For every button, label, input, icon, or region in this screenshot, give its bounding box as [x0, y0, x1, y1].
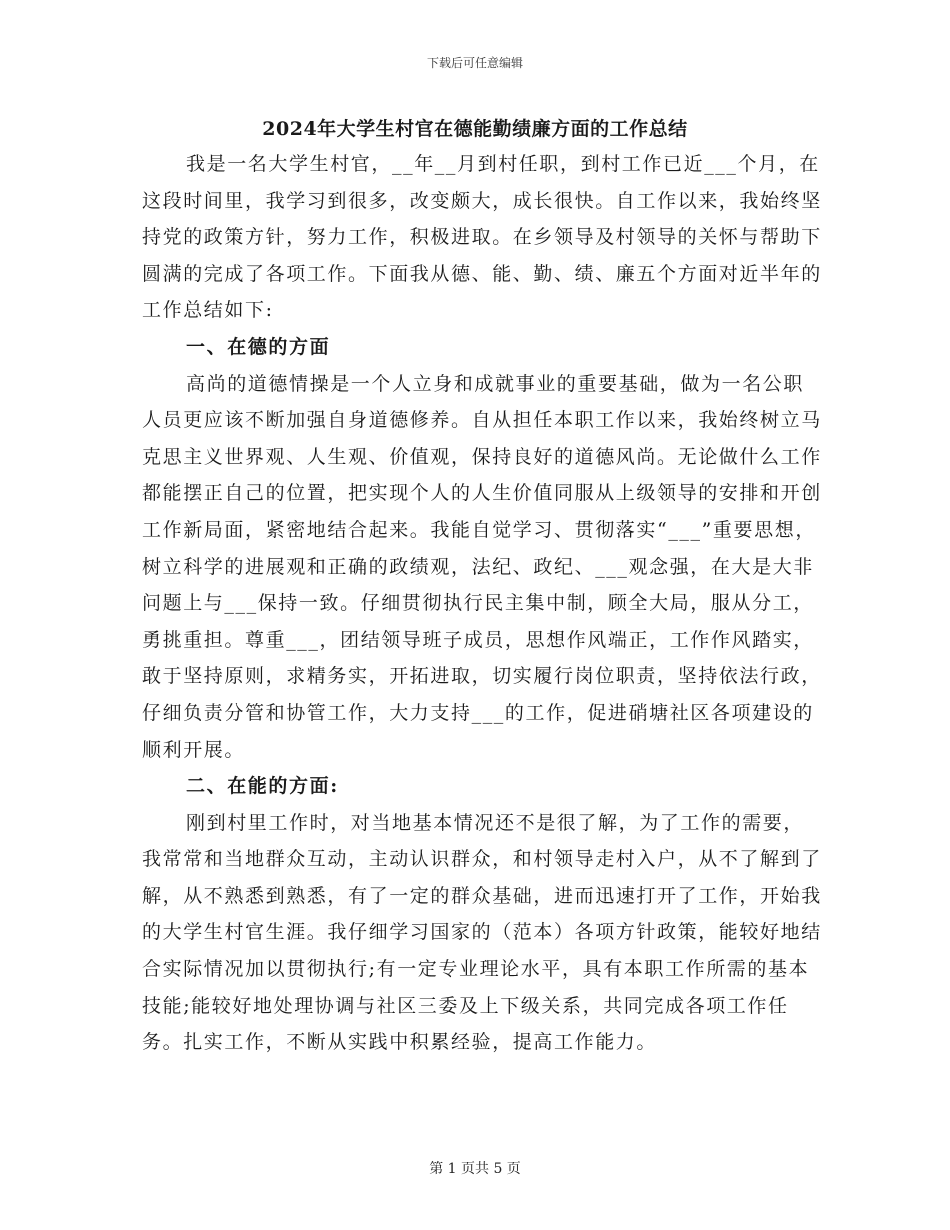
header-note: 下载后可任意编辑	[426, 56, 523, 70]
section-heading-virtue: 一、在德的方面	[186, 335, 331, 358]
section-heading-ability: 二、在能的方面:	[186, 775, 339, 798]
page-footer: 第 1 页共 5 页	[429, 1161, 521, 1177]
document-body	[142, 146, 822, 1061]
intro-paragraph: 我是一名大学生村官，__年__月到村任职，到村工作已近___个月，在这段时间里，我学习到很多，改变颇大，成长很快。自工作以来，我始终坚持党的政策方针，努力工作，积极进取。在乡领导及村领导的关怀与帮助下圆满的完成了各项工作。下面我从德、能、勤、绩、廉五个方面对近半年的工作总结如下:	[142, 153, 822, 322]
section-body-virtue: 高尚的道德情操是一个人立身和成就事业的重要基础，做为一名公职人员更应该不断加强自身道德修养。自从担任本职工作以来，我始终树立马克思主义世界观、人生观、价值观，保持良好的道德风尚。无论做什么工作都能摆正自己的位置，把实现个人的人生价值同服从上级领导的安排和开创工作新局面，紧密地结合起来。我能自觉学习、贯彻落实“___”重要思想，树立科学的进展观和正确的政绩观，法纪、政纪、___观念强，在大是大非问题上与___保持一致。仔细贯彻执行民主集中制，顾全大局，服从分工，勇挑重担。尊重___，团结领导班子成员，思想作风端正，工作作风踏实，敢于坚持原则，求精务实，开拓进取，切实履行岗位职责，坚持依法行政，仔细负责分管和协管工作，大力支持___的工作，促进硝塘社区各项建设的顺利开展。	[142, 372, 822, 761]
section-body-ability: 刚到村里工作时，对当地基本情况还不是很了解，为了工作的需要，我常常和当地群众互动，主动认识群众，和村领导走村入户，从不了解到了解，从不熟悉到熟悉，有了一定的群众基础，进而迅速打开了工作，开始我的大学生村官生涯。我仔细学习国家的（范本）各项方针政策，能较好地结合实际情况加以贯彻执行;有一定专业理论水平，具有本职工作所需的基本技能;能较好地处理协调与社区三委及上下级关系，共同完成各项工作任务。扎实工作，不断从实践中积累经验，提高工作能力。	[142, 811, 822, 1054]
document-title: 2024年大学生村官在德能勤绩廉方面的工作总结	[262, 118, 688, 140]
